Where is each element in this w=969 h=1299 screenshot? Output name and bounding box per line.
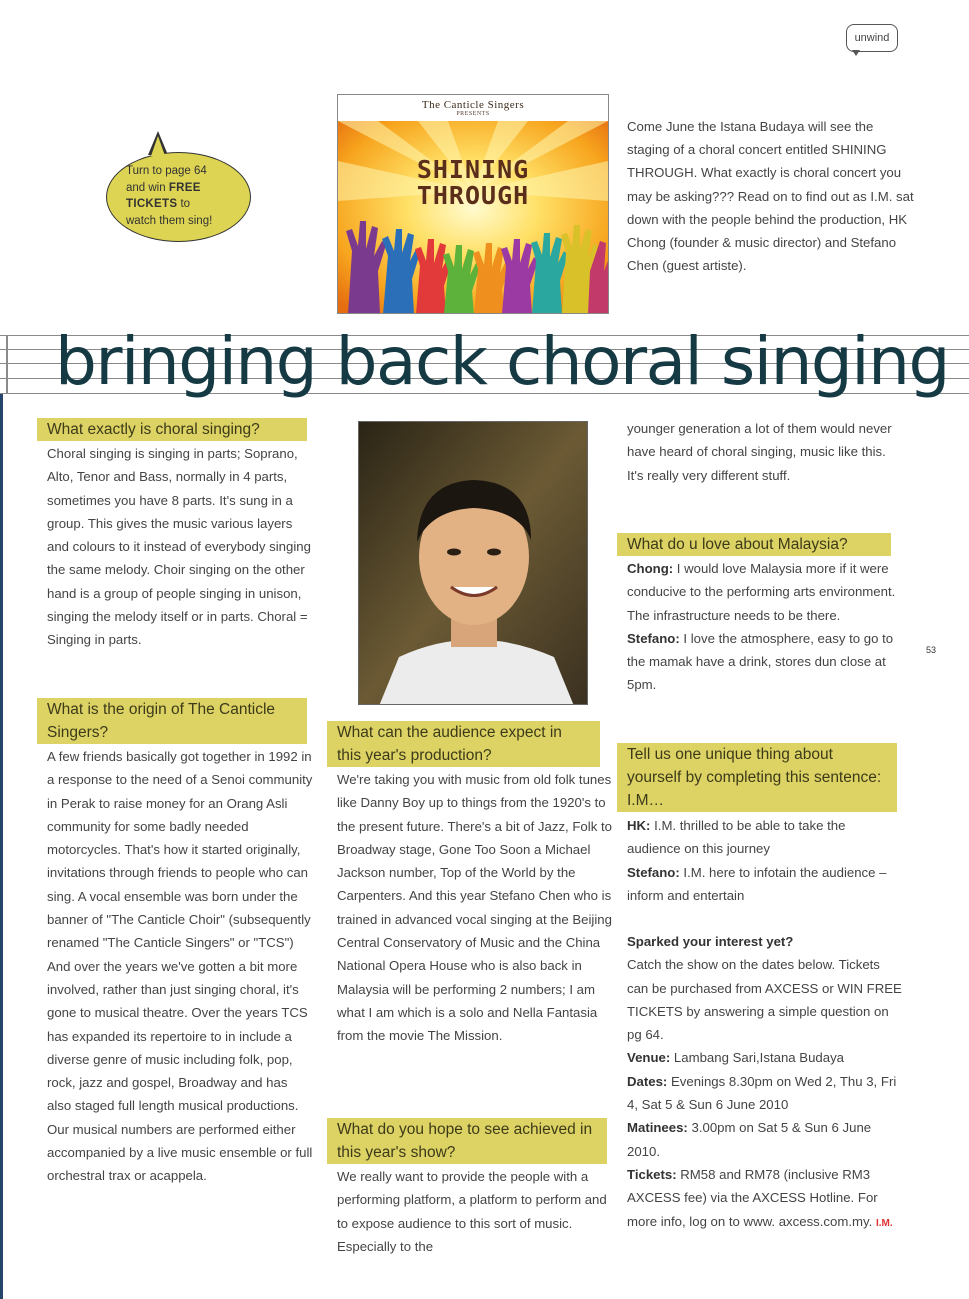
promo-bubble: [106, 152, 251, 242]
poster-title: [338, 157, 608, 209]
concert-poster: [337, 94, 609, 314]
chong-answer: [627, 557, 902, 627]
venue-line: [627, 1046, 902, 1069]
venue-text: Lambang Sari,Istana Budaya: [670, 1050, 844, 1066]
section-tag: unwind: [846, 24, 898, 52]
chong-label: Chong:: [627, 561, 674, 576]
stefano2-label: Stefano:: [627, 864, 680, 880]
dates-label: Dates:: [627, 1073, 668, 1089]
hk-answer: [627, 814, 902, 861]
venue-label: Venue:: [627, 1050, 671, 1066]
staff-start-bar: [6, 335, 8, 393]
bubble-line1: Turn to page 64: [126, 165, 207, 177]
tickets-text: RM58 and RM78 (inclusive RM3 AXCESS fee) via the AXCESS Hotline. For more info, log on to www. axcess.com.my.: [627, 1166, 878, 1229]
chong-text: I would love Malaysia more if it were conducive to the performing arts environment. The infrastructure needs to be there.: [627, 561, 896, 623]
stefano-text: I love the atmosphere, easy to go to the mamak have a drink, stores dun close at 5pm.: [627, 630, 894, 693]
matinees-text: 3.00pm on Sat 5 & Sun 6 June 2010.: [627, 1120, 872, 1159]
poster-brand: The Canticle Singers: [421, 99, 525, 111]
bubble-line3a: TICKETS: [126, 198, 178, 210]
hk-label: HK:: [627, 818, 651, 833]
answer-choral-singing: Choral singing is singing in parts; Soprano, Alto, Tenor and Bass, normally in 4 parts, sometimes you have 8 parts. It's sung in a group. This gives the music various layers and colours to it instead of everybody singing the same melody. Choir singing on the other hand is a group of people singing in unison, singing the melody itself or in parts. Choral = Singing in parts.: [47, 446, 311, 648]
answer-hope-achieved: We really want to provide the people with a performing platform, a platform to perform and to expose audience to this sort of music. Especially to the: [337, 1169, 607, 1254]
bubble-line3b: to: [177, 198, 191, 210]
bubble-line4: watch them sing!: [126, 214, 213, 227]
answer-origin: A few friends basically got together in 1992 in a response to the need of a Senoi community in Perak to raise money for an Orang Asli community for some badly needed motorcycles. That's how it started originally, invitations through friends to people who can sing. A vocal ensemble was born under the banner of "The Canticle Choir" (subsequently renamed "The Canticle Singers" or "TCS") And over the years we've gotten a bit more involved, rather than just singing choral, it's gone to musical theatre. Over the years TCS has expanded its repertoire to in include a diverse genre of music including folk, pop, rock, jazz and gospel, Broadway and has also staged full length musical productions. Our musical numbers are performed either accompanied by a live music ensemble or full orchestral trax or acappela.: [47, 749, 313, 1184]
intro-text: Come June the Istana Budaya will see the staging of a choral concert entitled SHINING THROUGH. What exactly is choral concert you may be asking??? Read on to find out as I.M. sat down with the people behind the production, HK Chong (founder & music director) and Stefano Chen (guest artiste).: [627, 119, 914, 274]
poster-artwork: [338, 121, 608, 314]
answer-continued: younger generation a lot of them would never have heard of choral singing, music like this. It's really very different stuff.: [627, 421, 892, 483]
tickets-label: Tickets:: [627, 1166, 677, 1182]
poster-title-line1: SHINING: [416, 155, 530, 184]
answer-audience-expect: We're taking you with music from old folk tunes like Danny Boy up to things from the 1920's to the present future. There's a bit of Jazz, Folk to Broadway stage, Gone Too Soon a Michael Jackson number, Top of the World by the Carpenters. And this year Stefano Chen who is trained in advanced vocal singing at the Beijing Central Conservatory of Music and the China National Opera House who is also back in Malaysia will be performing 2 numbers; I am what I am which is a solo and Nella Fantasia from the movie The Mission.: [337, 772, 612, 1044]
question-choral-singing: What exactly is choral singing?: [37, 418, 307, 441]
dates-line: [627, 1070, 902, 1117]
page-number: 53: [926, 645, 937, 655]
hk-text: I.M. thrilled to be able to take the audience on this journey: [627, 818, 846, 857]
poster-presents: PRESENTS: [456, 111, 490, 117]
answer-love-malaysia: [627, 557, 902, 697]
headline: bringing back choral singing: [55, 323, 949, 400]
bubble-line2a: and win: [126, 181, 169, 194]
question-audience-expect: What can the audience expect in this year's production?: [327, 721, 600, 767]
question-unique-thing: Tell us one unique thing about yourself by completing this sentence: I.M…: [617, 743, 897, 812]
im-logo: I.M.: [875, 1217, 893, 1229]
bubble-tail-fill: [151, 136, 165, 156]
sparked-heading: Sparked your interest yet?: [627, 934, 794, 949]
stefano-label: Stefano:: [627, 630, 680, 646]
tickets-line: [627, 1163, 902, 1235]
stefano2-text: I.M. here to infotain the audience – inform and entertain: [627, 864, 887, 903]
matinees-line: [627, 1116, 902, 1163]
poster-title-line2: THROUGH: [416, 181, 530, 210]
left-margin-rule: [0, 394, 3, 1299]
catch-text: Catch the show on the dates below. Tickets can be purchased from AXCESS or WIN FREE TICKETS by answering a simple question on pg 64.: [627, 957, 902, 1043]
question-love-malaysia: What do u love about Malaysia?: [617, 533, 891, 556]
portrait-illustration: [359, 422, 588, 705]
stefano-answer: [627, 627, 902, 697]
stefano2-answer: [627, 861, 902, 908]
answer-unique-thing: [627, 814, 902, 907]
bubble-line2b: FREE: [168, 181, 201, 194]
question-origin: What is the origin of The Canticle Singers?: [37, 698, 307, 744]
matinees-label: Matinees:: [627, 1120, 688, 1136]
dates-text: Evenings 8.30pm on Wed 2, Thu 3, Fri 4, Sat 5 & Sun 6 June 2010: [627, 1073, 897, 1113]
section-tag-tail: [852, 50, 860, 56]
show-details: [627, 930, 902, 1235]
question-hope-achieved: What do you hope to see achieved in this year's show?: [327, 1118, 607, 1164]
portrait-photo: [358, 421, 588, 705]
